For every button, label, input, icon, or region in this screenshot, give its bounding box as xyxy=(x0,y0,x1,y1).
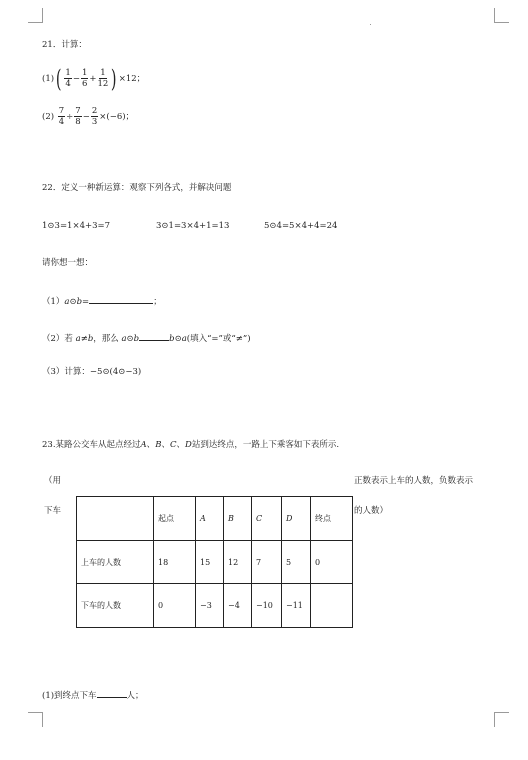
table-header-cell: D xyxy=(282,497,311,541)
fraction: $\frac{1}{12}$ xyxy=(97,68,109,89)
table-cell: 15 xyxy=(196,541,224,584)
crop-mark-top-left xyxy=(28,8,43,23)
table-header-cell: 起点 xyxy=(154,497,196,541)
q22-sub1 xyxy=(42,294,162,308)
q22-example-2: 3⊙1=3×4+1=13 xyxy=(156,221,230,231)
sub-text: (1)到终点下车 xyxy=(42,691,97,701)
operator: + xyxy=(89,74,97,84)
right-paren: ) xyxy=(111,64,117,93)
table-row xyxy=(77,584,353,628)
table-cell: 0 xyxy=(311,541,353,584)
q22-sub2 xyxy=(42,331,251,345)
fraction: $\frac{7}{8}$ xyxy=(75,106,81,127)
title-text: 23.某路公交车从起点经过 xyxy=(42,440,141,450)
q23-title: 23.某路公交车从起点经过A、B、C、D站到达终点，一路上下乘客如下表所示. xyxy=(42,440,340,450)
q22-prompt: 请你想一想： xyxy=(42,258,94,268)
operator: − xyxy=(82,112,90,122)
title-text: 站到达终点，一路上下乘客如下表所示. xyxy=(191,440,340,450)
q22-example-1: 1⊙3=1×4+3=7 xyxy=(42,221,111,231)
crop-mark-bottom-left xyxy=(28,712,43,727)
table-header-cell: B xyxy=(224,497,252,541)
lhs-expression: a⊙b xyxy=(121,334,140,344)
table-cell: 0 xyxy=(154,584,196,628)
crop-mark-bottom-right xyxy=(494,712,509,727)
q23-sub1 xyxy=(42,688,144,702)
crop-mark-top-right xyxy=(494,8,509,23)
speck xyxy=(370,24,371,25)
operator: − xyxy=(72,74,80,84)
table-cell: −11 xyxy=(282,584,311,628)
q22-title: 22．定义一种新运算：观察下列各式，并解决问题 xyxy=(42,183,232,193)
table-header-cell xyxy=(77,497,154,541)
q21-part2-tail: ×(−6)； xyxy=(99,112,135,122)
table-header-cell: A xyxy=(196,497,224,541)
operator: ÷ xyxy=(66,112,74,122)
q23-right-note-2: 的人数） xyxy=(354,506,389,516)
answer-blank xyxy=(97,688,127,698)
table-cell: −4 xyxy=(224,584,252,628)
q22-example-3: 5⊙4=5×4+4=24 xyxy=(264,221,338,231)
sub-text: 人； xyxy=(126,691,144,701)
instruction: (填入“=”或“≠”) xyxy=(186,334,251,344)
stop-a: A xyxy=(140,440,147,450)
table-cell: 12 xyxy=(224,541,252,584)
stop-d: D xyxy=(184,440,192,450)
expression: a⊙b= xyxy=(64,297,90,307)
q23-left-note-1: （用 xyxy=(44,476,62,486)
table-header-cell: 终点 xyxy=(311,497,353,541)
q23-left-note-2: 下车 xyxy=(44,506,62,516)
table-cell: 下车的人数 xyxy=(77,584,154,628)
q21-title: 21．计算： xyxy=(42,40,87,50)
condition: a≠b xyxy=(75,334,94,344)
fraction: $\frac{2}{3}$ xyxy=(91,106,98,127)
table-header-row xyxy=(77,497,353,541)
table-cell: −10 xyxy=(252,584,282,628)
rhs-expression: b⊙a xyxy=(169,334,187,344)
table-cell xyxy=(311,584,353,628)
stop-c: C xyxy=(169,440,177,450)
q22-sub3: （3）计算：−5⊙(4⊙−3) xyxy=(42,367,142,377)
fraction: $\frac{1}{6}$ xyxy=(81,68,88,89)
table-cell: −3 xyxy=(196,584,224,628)
fraction: $\frac{1}{4}$ xyxy=(65,68,71,89)
answer-blank xyxy=(89,294,153,304)
answer-blank xyxy=(139,331,169,341)
sub-label: （1） xyxy=(42,297,65,307)
punct: ； xyxy=(153,297,162,307)
q23-right-note-1: 正数表示上车的人数，负数表示 xyxy=(354,476,474,486)
q21-part2-label: (2) xyxy=(42,112,55,122)
left-paren: ( xyxy=(55,64,62,93)
table-cell: 18 xyxy=(154,541,196,584)
table-header-cell: C xyxy=(252,497,282,541)
q21-part2 xyxy=(42,104,134,130)
sub-label: （2）若 xyxy=(42,334,73,344)
q21-part1-tail: ×12； xyxy=(118,74,146,84)
q21-part1 xyxy=(42,66,145,92)
passenger-table xyxy=(76,496,353,628)
stop-b: B xyxy=(155,440,162,450)
table-cell: 7 xyxy=(252,541,282,584)
fraction: $\frac{7}{4}$ xyxy=(58,106,65,127)
table-cell: 5 xyxy=(282,541,311,584)
table-cell: 上车的人数 xyxy=(77,541,154,584)
table-row xyxy=(77,541,353,584)
connector: ，那么 xyxy=(93,334,119,344)
q21-part1-label: (1) xyxy=(42,74,55,84)
